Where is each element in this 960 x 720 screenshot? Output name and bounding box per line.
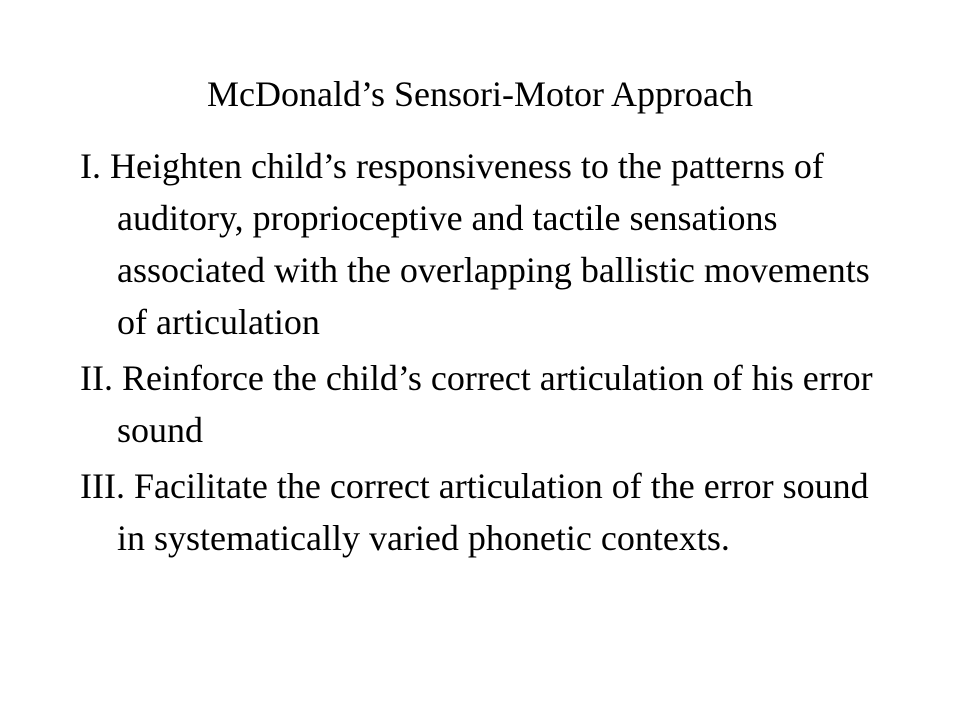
slide-title: McDonald’s Sensori-Motor Approach bbox=[207, 74, 753, 114]
bullet-item-1: I. Heighten child’s responsiveness to the patterns of auditory, proprioceptive and tactile sensations associated with the overlapping ballistic movements of articulation bbox=[80, 146, 870, 342]
bullet-list bbox=[80, 140, 880, 568]
bullet-item-3: III. Facilitate the correct articulation of the error sound in systematically varied phonetic contexts. bbox=[80, 466, 869, 558]
bullet-item-2: II. Reinforce the child’s correct articulation of his error sound bbox=[80, 358, 873, 450]
